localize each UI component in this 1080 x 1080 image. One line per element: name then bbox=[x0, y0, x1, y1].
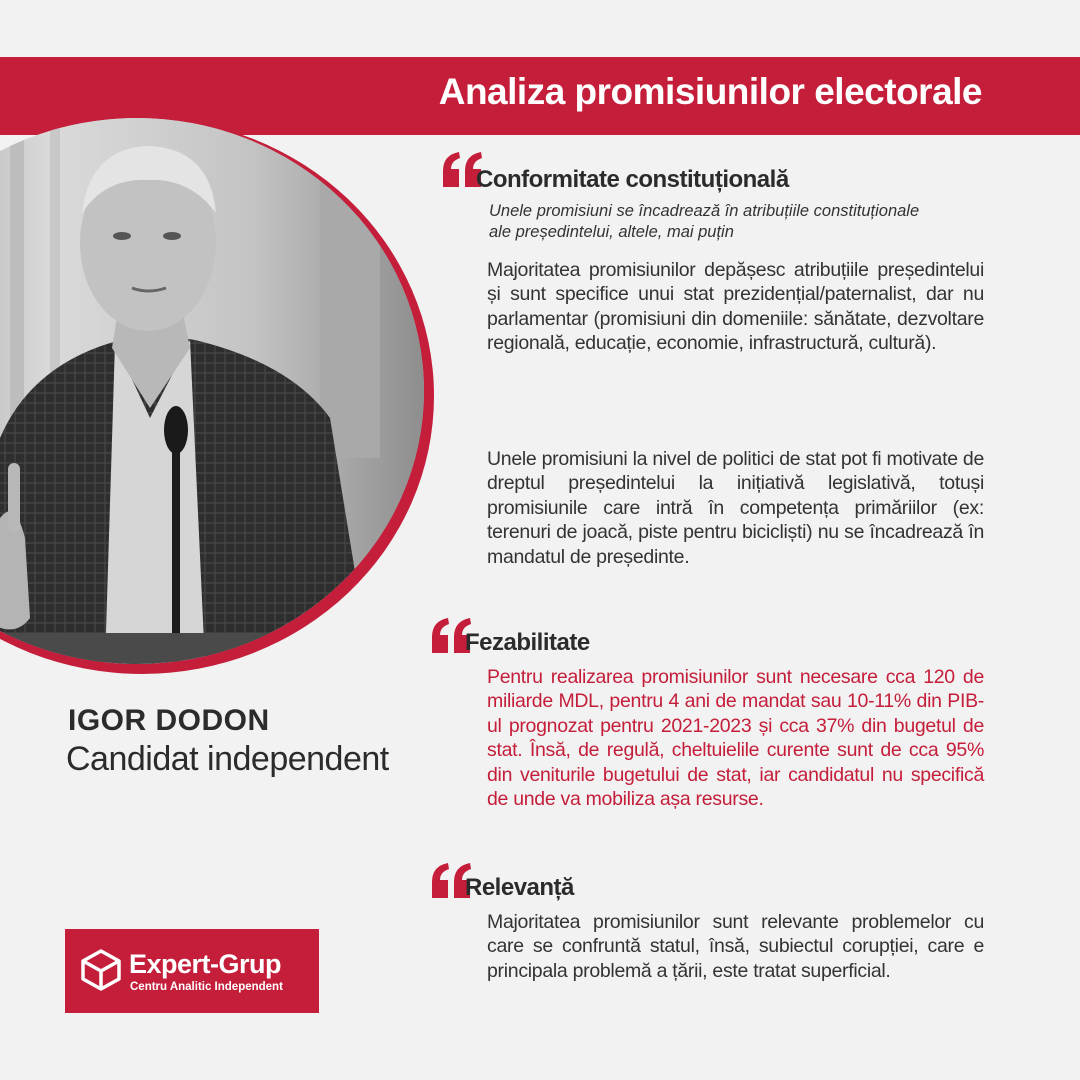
expert-grup-logo bbox=[65, 929, 319, 1013]
section-title-conformitate: Conformitate constituțională bbox=[476, 166, 789, 193]
section-paragraph-conformitate-2: Unele promisiuni la nivel de politici de stat pot fi motivate de dreptul președintelui la inițiativă legislativă, totuși promisiunile care intră în competența primăriilor (ex: terenuri de joacă, piste pentru bicicliști) nu se încadrează în mandatul de președinte. bbox=[487, 448, 984, 568]
candidate-name: IGOR DODON bbox=[68, 704, 270, 737]
candidate-photo-frame bbox=[0, 118, 434, 674]
section-title-relevanta: Relevanță bbox=[465, 874, 574, 901]
page-title: Analiza promisiunilor electorale bbox=[438, 71, 982, 112]
section-paragraph-relevanta: Majoritatea promisiunilor sunt relevante problemelor cu care se confruntă statul, însă, subiectul corupției, care e principala problemă a țării, este tratat superficial. bbox=[487, 911, 984, 982]
section-title-fezabilitate: Fezabilitate bbox=[465, 629, 590, 656]
logo-tagline: Centru Analitic Independent bbox=[130, 981, 283, 993]
subtitle-line: ale președintelui, altele, mai puțin bbox=[489, 223, 734, 241]
candidate-photo-illustration bbox=[0, 118, 424, 664]
candidate-role: Candidat independent bbox=[66, 740, 389, 778]
subtitle-line: Unele promisiuni se încadrează în atribuțiile constituționale bbox=[489, 202, 920, 220]
section-paragraph-fezabilitate: Pentru realizarea promisiunilor sunt necesare cca 120 de miliarde MDL, pentru 4 ani de mandat sau 10-11% din PIB-ul prognozat pentru 2021-2023 și cca 37% din bugetul de stat. Însă, de regulă, cheltuielile curente sunt de cca 95% din veniturile bugetului de stat, iar candidatul nu specifică de unde va mobiliza așa resurse. bbox=[487, 666, 984, 811]
cube-logo-icon bbox=[79, 948, 123, 992]
section-subtitle-conformitate bbox=[489, 201, 989, 243]
candidate-photo bbox=[0, 118, 424, 664]
logo-name: Expert-Grup bbox=[129, 949, 282, 979]
section-paragraph-conformitate-1: Majoritatea promisiunilor depășesc atribuțiile președintelui și sunt specifice unui stat prezidențial/paternalist, dar nu parlamentar (promisiuni din domeniile: sănătate, dezvoltare regională, educație, economie, infrastructură, cultură). bbox=[487, 259, 984, 355]
